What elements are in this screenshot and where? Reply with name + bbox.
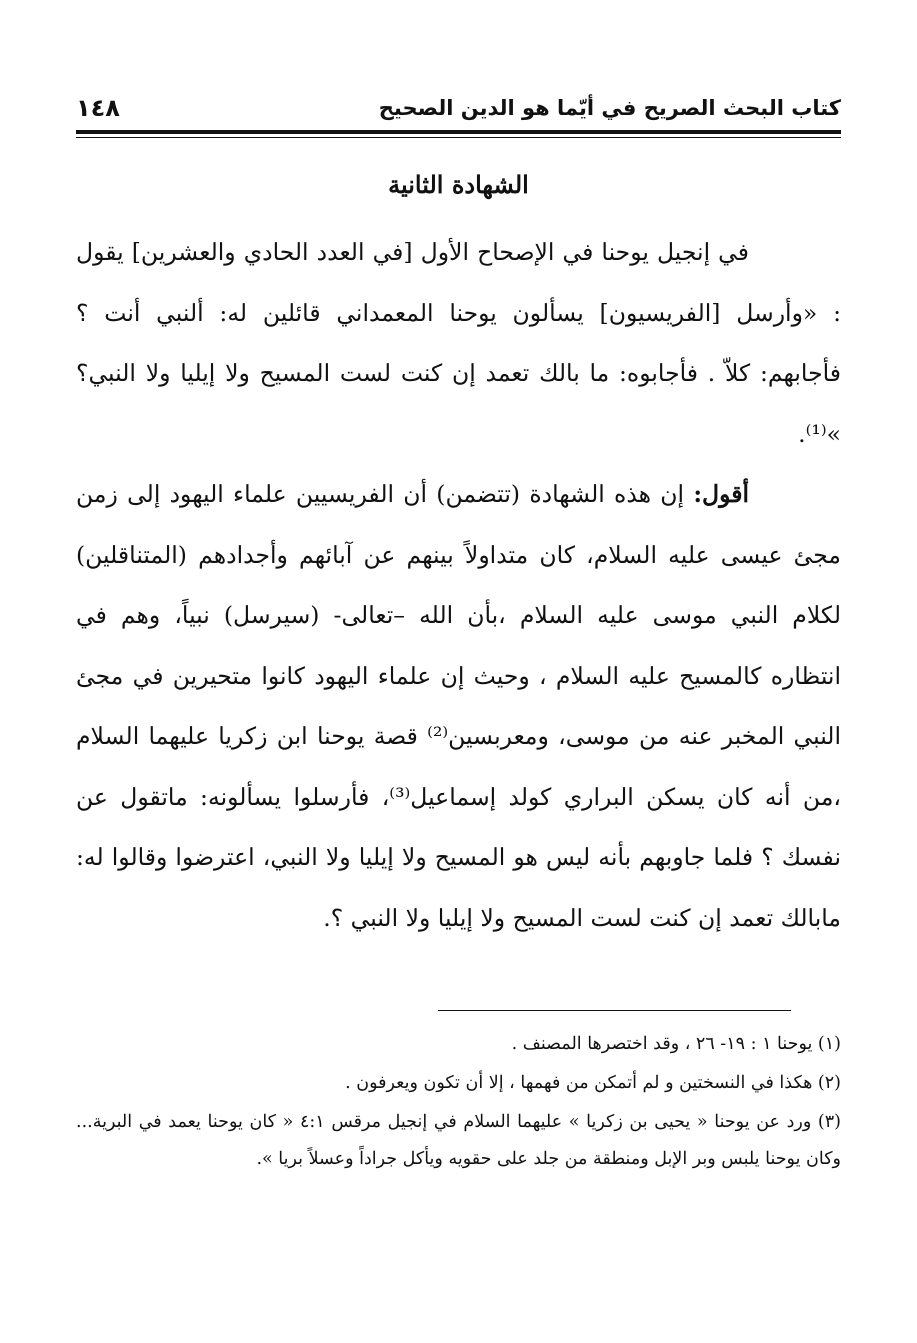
header-rule-thin [76, 137, 841, 138]
footnote-separator [438, 1010, 791, 1011]
paragraph-first: في إنجيل يوحنا في الإصحاح الأول [في العدد الحادي والعشرين] يقول : «وأرسل [الفريسيون] يسألون يوحنا المعمداني قائلين له: ألنبي أنت ؟ فأجابهم: كلاّ . فأجابوه: ما بالك تعمد إن كنت لست المسيح ولا إيليا ولا النبي؟ »⁽¹⁾. [76, 238, 841, 448]
footnote-1: (١) يوحنا ١ : ١٩- ٢٦ ، وقد اختصرها المصنف . [511, 1034, 841, 1054]
section-title: الشهادة الثانية [388, 170, 529, 199]
running-title: كتاب البحث الصريح في أيّما هو الدين الصحيح [378, 96, 841, 120]
header-rule-thick [76, 130, 841, 134]
page-number: ١٤٨ [76, 94, 120, 122]
paragraph-lead-word: أقول: [693, 480, 749, 508]
footnote-2: (٢) هكذا في النسختين و لم أتمكن من فهمها ، إلا أن تكون ويعرفون . [345, 1073, 841, 1093]
paragraph-second [76, 464, 841, 948]
footnote-3: (٣) ورد عن يوحنا « يحيى بن زكريا » عليهما السلام في إنجيل مرقس ٤:١ « كان يوحنا يعمد في البرية... وكان يوحنا يلبس وبر الإبل ومنطقة من جلد على حقويه ويأكل جراداً وعسلاً بريا ». [76, 1112, 841, 1169]
footnotes [76, 1026, 841, 1178]
main-text [76, 222, 841, 948]
paragraph-second-text: إن هذه الشهادة (تتضمن) أن الفريسيين علماء اليهود إلى زمن مجئ عيسى عليه السلام، كان متداولاً بينهم عن آبائهم وأجدادهم (المتناقلين) لكلام النبي موسى عليه السلام ،بأن الله –تعالى- (سيرسل) نبياً، وهم في انتظاره كالمسيح عليه السلام ، وحيث إن علماء اليهود كانوا متحيرين في مجئ النبي المخبر عنه من موسى، ومعربسين⁽²⁾ قصة يوحنا ابن زكريا عليهما السلام ،من أنه كان يسكن البراري كولد إسماعيل⁽³⁾، فأرسلوا يسألونه: ماتقول عن نفسك ؟ فلما جاوبهم بأنه ليس هو المسيح ولا إيليا ولا النبي، اعترضوا وقالوا له: مابالك تعمد إن كنت لست المسيح ولا إيليا ولا النبي ؟. [76, 480, 841, 932]
page-header [76, 88, 841, 128]
